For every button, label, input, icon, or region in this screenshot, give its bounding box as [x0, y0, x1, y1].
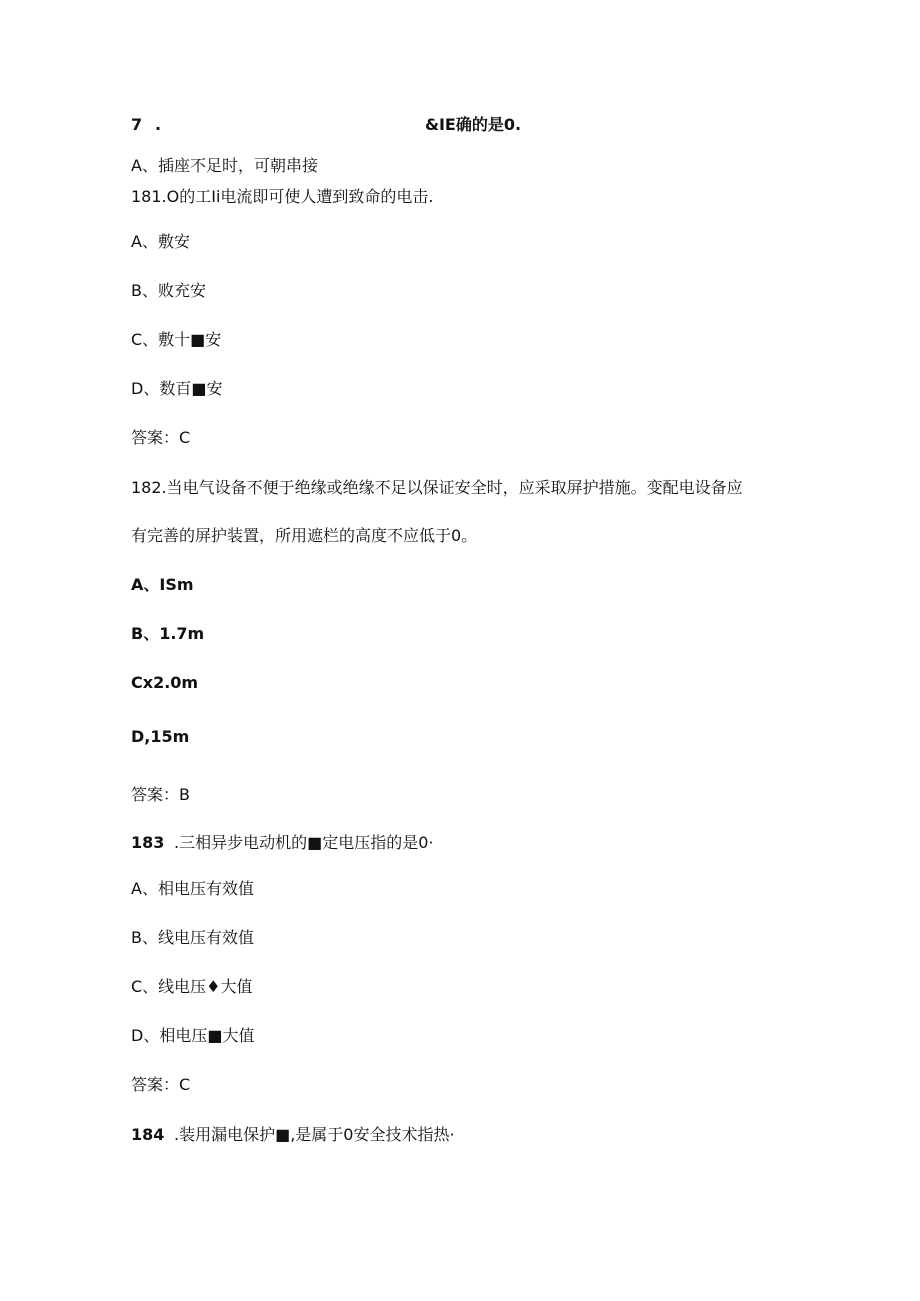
question-183-option-c: C、线电压♦大值	[131, 977, 253, 996]
question-183-option-a: A、相电压有效值	[131, 879, 254, 898]
question-182-option-d: D,15m	[131, 727, 190, 746]
question-183-option-d: D、相电压■大值	[131, 1026, 255, 1045]
question-181-stem: 181.O的工Ii电流即可使人遭到致命的电击.	[131, 187, 434, 206]
question-182-stem-line-1: 182.当电气设备不便于绝缘或绝缘不足以保证安全时，应采取屏护措施。变配电设备应	[131, 478, 743, 497]
question-184-number: 184	[131, 1125, 165, 1144]
question-182-option-b: B、1.7m	[131, 624, 205, 643]
question-7-dot: .	[155, 115, 162, 134]
question-183-stem: .三相异步电动机的■定电压指的是0·	[174, 833, 434, 852]
question-182-stem-line-2: 有完善的屏护装置，所用遮栏的高度不应低于0。	[131, 526, 478, 545]
question-181-answer: 答案：C	[131, 428, 191, 447]
question-182-option-c: Cx2.0m	[131, 673, 199, 692]
question-183-number: 183	[131, 833, 165, 852]
question-182-answer: 答案：B	[131, 785, 190, 804]
question-7-stem: &IE确的是0.	[425, 115, 522, 134]
question-7-number: 7	[131, 115, 143, 134]
question-181-option-a: A、敷安	[131, 232, 190, 251]
question-7-option-a: A、插座不足时，可朝串接	[131, 156, 318, 175]
question-183-option-b: B、线电压有效值	[131, 928, 254, 947]
question-183-answer: 答案：C	[131, 1075, 191, 1094]
question-181-option-b: B、败充安	[131, 281, 206, 300]
question-181-option-d: D、数百■安	[131, 379, 223, 398]
question-181-option-c: C、敷十■安	[131, 330, 222, 349]
question-182-option-a: A、ISm	[131, 575, 194, 594]
question-184-stem: .装用漏电保护■,是属于0安全技术指热·	[174, 1125, 455, 1144]
